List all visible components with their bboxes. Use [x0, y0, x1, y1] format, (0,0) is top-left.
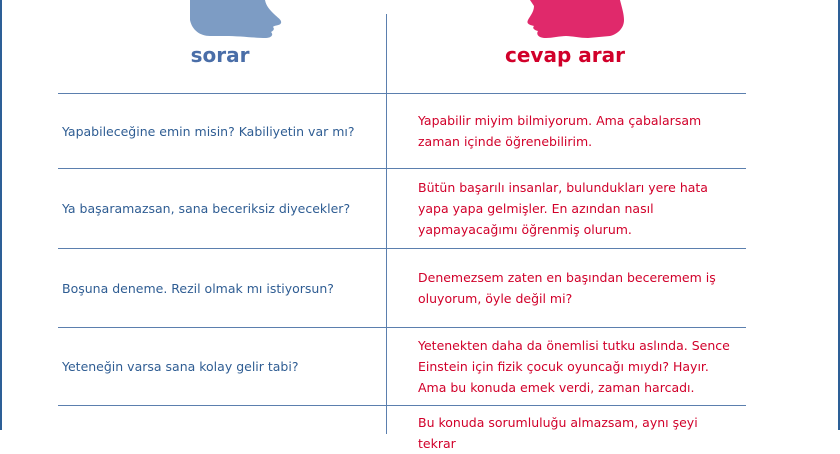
- answer-line: zaman içinde öğrenebilirim.: [418, 134, 593, 149]
- seeks-answer-heading: cevap arar: [505, 43, 625, 67]
- table-row: [58, 168, 746, 248]
- question-cell: [58, 249, 386, 327]
- question-text: Boşuna deneme. Rezil olmak mı istiyorsun?: [62, 280, 334, 296]
- answer-line: yapa yapa gelmişler. En azından nasıl: [418, 201, 654, 216]
- answer-cell: [386, 94, 746, 168]
- table-row: [58, 405, 746, 451]
- answer-cell: [386, 249, 746, 327]
- head-silhouette-left-icon: [170, 0, 290, 40]
- table-row: [58, 93, 746, 168]
- dialogue-table: [58, 93, 746, 451]
- answer-line: Bütün başarılı insanlar, bulundukları yere hata: [418, 180, 708, 195]
- answer-cell: [386, 328, 746, 405]
- answer-line: Yapabilir miyim bilmiyorum. Ama çabalarsam: [418, 113, 702, 128]
- question-text: Ya başaramazsan, sana beceriksiz diyecekler?: [62, 201, 351, 216]
- answer-line: Einstein için fizik çocuk oyuncağı mıydı? Hayır.: [418, 359, 709, 374]
- table-row: [58, 248, 746, 327]
- answer-line: Ama bu konuda emek verdi, zaman harcadı.: [418, 380, 695, 395]
- answer-cell: [386, 406, 746, 451]
- answer-line: oluyorum, öyle değil mi?: [418, 291, 573, 306]
- question-cell: [58, 406, 386, 445]
- answer-line: yapmayacağımı öğrenmiş olurum.: [418, 222, 632, 237]
- question-text: Yeteneğin varsa sana kolay gelir tabi?: [62, 359, 299, 374]
- asks-heading: sorar: [190, 43, 250, 67]
- answer-cell: [386, 169, 746, 248]
- question-text: Yapabileceğine emin misin? Kabiliyetin var mı?: [62, 123, 355, 139]
- answer-line: Bu konuda sorumluluğu almazsam, aynı şeyi tekrar: [418, 415, 698, 451]
- question-cell: [58, 169, 386, 248]
- head-silhouette-right-icon: [520, 0, 640, 40]
- question-cell: [58, 94, 386, 168]
- table-row: [58, 327, 746, 405]
- question-cell: [58, 328, 386, 405]
- answer-line: Yetenekten daha da önemlisi tutku aslında. Sence: [418, 338, 730, 353]
- answer-line: Denemezsem zaten en başından beceremem iş: [418, 270, 716, 285]
